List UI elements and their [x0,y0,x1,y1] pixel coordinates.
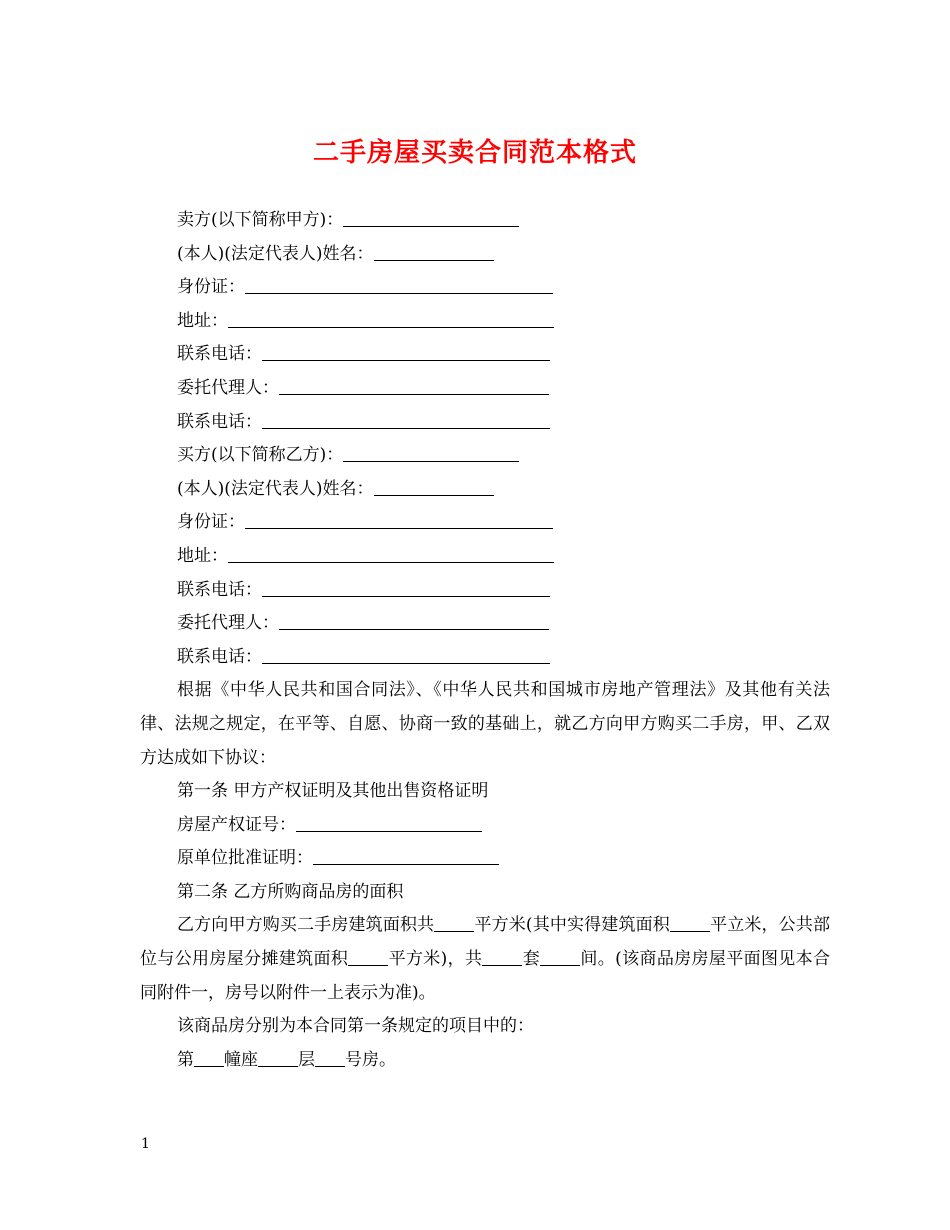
document-title: 二手房屋买卖合同范本格式 [312,138,637,168]
room-text-d: 号房。 [345,1049,396,1070]
preamble-paragraph: 根据《中华人民共和国合同法》、《中华人民共和国城市房地产管理法》及其他有关法律、法规之规定，在平等、自愿、协商一致的基础上，就乙方向甲方购买二手房，甲、乙双方达成如下协议： [140,680,830,768]
seller-phone-label: 联系电话： [177,344,262,365]
buyer-name-label: 买方(以下简称乙方)： [177,445,344,466]
cert-number-line [140,809,830,843]
seller-address-line [140,305,830,339]
seller-rep-label: (本人)(法定代表人)姓名： [177,243,374,264]
floor-blank [258,1046,298,1067]
buyer-name-blank [343,441,519,462]
area-text-a: 乙方向甲方购买二手房建筑面积共 [177,915,435,936]
seller-agent-line [140,372,830,406]
approval-line [140,842,830,876]
buyer-id-blank [245,508,553,529]
buyer-phone-blank [262,576,550,597]
buyer-address-line [140,540,830,574]
buyer-agent-label: 委托代理人： [177,613,279,634]
room-number-line [140,1044,830,1078]
building-blank [194,1046,224,1067]
unit-count-blank [482,945,522,966]
project-paragraph: 该商品房分别为本合同第一条规定的项目中的： [177,1016,534,1037]
buyer-address-label: 地址： [177,545,228,566]
seller-name-label: 卖方(以下简称甲方)： [177,210,344,230]
seller-name-blank [343,206,519,227]
buyer-id-label: 身份证： [177,512,245,533]
buyer-agent-line [140,607,830,641]
seller-address-blank [228,307,554,328]
seller-agent-phone-blank [262,408,550,429]
seller-agent-phone-line [140,406,830,440]
room-text-a: 第 [177,1049,194,1070]
seller-agent-label: 委托代理人： [177,377,279,398]
room-text-b: 幢座 [224,1049,258,1070]
article1-heading: 第一条 甲方产权证明及其他出售资格证明 [177,781,489,802]
buyer-id-line [140,506,830,540]
room-count-blank [540,945,580,966]
seller-name-line [140,204,830,238]
seller-address-label: 地址： [177,310,228,331]
document-body [140,204,830,1077]
buyer-agent-blank [279,609,549,630]
seller-rep-line [140,238,830,272]
buyer-rep-blank [374,475,494,496]
buyer-phone-label: 联系电话： [177,579,262,600]
buyer-agent-phone-line [140,641,830,675]
page-number: 1 [141,1136,150,1152]
total-area-blank [434,911,474,932]
room-text-c: 层 [298,1049,315,1070]
seller-id-label: 身份证： [177,277,245,298]
area-text-e: 套 [522,949,541,970]
buyer-name-line [140,439,830,473]
approval-label: 原单位批准证明： [177,848,313,869]
area-paragraph [140,909,830,1010]
cert-number-blank [296,811,482,832]
buyer-rep-label: (本人)(法定代表人)姓名： [177,478,374,499]
area-text-d: 平方米)，共 [388,949,483,970]
seller-agent-phone-label: 联系电话： [177,411,262,432]
buyer-agent-phone-blank [262,643,550,664]
actual-area-blank [670,911,710,932]
seller-rep-blank [374,240,494,261]
buyer-agent-phone-label: 联系电话： [177,646,262,667]
article2-heading: 第二条 乙方所购商品房的面积 [177,881,404,902]
room-blank [315,1046,345,1067]
area-text-b: 平方米(其中实得建筑面积 [474,915,670,936]
buyer-address-blank [228,542,554,563]
cert-number-label: 房屋产权证号： [177,814,296,835]
buyer-phone-line [140,574,830,608]
seller-id-blank [245,273,553,294]
seller-phone-line [140,338,830,372]
approval-blank [313,844,499,865]
seller-agent-blank [279,374,549,395]
seller-id-line [140,271,830,305]
buyer-rep-line [140,473,830,507]
seller-phone-blank [262,340,550,361]
shared-area-blank [348,945,388,966]
area-text-c: 平立米，公共部位与公用房屋分摊建筑面积 [140,915,830,970]
area-text-f: 间。(该商品房房屋平面图见本合同附件一，房号以附件一上表示为准)。 [140,949,831,1003]
